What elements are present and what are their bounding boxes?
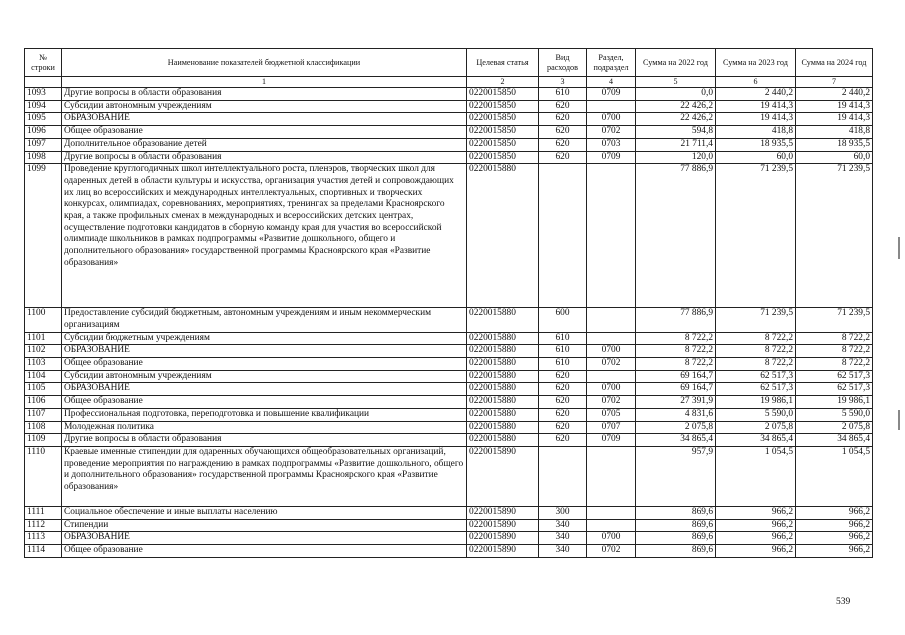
- row-sum-2022: 957,9: [636, 446, 716, 506]
- row-sum-2024: 966,2: [796, 506, 873, 519]
- row-name: Общее образование: [62, 126, 467, 139]
- row-sum-2024: 19 414,3: [796, 113, 873, 126]
- row-target: 0220015850: [467, 151, 539, 164]
- scan-mark: [898, 410, 900, 430]
- row-number: 1101: [25, 332, 62, 345]
- row-sum-2023: 71 239,5: [716, 164, 796, 308]
- row-number: 1106: [25, 396, 62, 409]
- row-kind: 610: [539, 345, 587, 358]
- row-number: 1095: [25, 113, 62, 126]
- row-sum-2022: 21 711,4: [636, 138, 716, 151]
- table-row: [25, 308, 873, 332]
- row-name: Молодежная политика: [62, 421, 467, 434]
- row-target: 0220015880: [467, 164, 539, 308]
- row-kind: 620: [539, 126, 587, 139]
- row-section: 0709: [587, 151, 636, 164]
- row-sum-2023: 62 517,3: [716, 383, 796, 396]
- row-section: [587, 332, 636, 345]
- row-sum-2022: 22 426,2: [636, 100, 716, 113]
- row-target: 0220015850: [467, 100, 539, 113]
- row-name: Субсидии автономным учреждениям: [62, 370, 467, 383]
- row-sum-2023: 2 075,8: [716, 421, 796, 434]
- table-row: [25, 126, 873, 139]
- table-row: [25, 345, 873, 358]
- row-section: [587, 308, 636, 332]
- row-section: 0702: [587, 126, 636, 139]
- row-number: 1094: [25, 100, 62, 113]
- row-sum-2022: 69 164,7: [636, 383, 716, 396]
- row-sum-2024: 966,2: [796, 545, 873, 558]
- row-sum-2023: 1 054,5: [716, 446, 796, 506]
- row-sum-2024: 19 414,3: [796, 100, 873, 113]
- row-number: 1105: [25, 383, 62, 396]
- scan-mark: [898, 237, 900, 259]
- row-name: Субсидии автономным учреждениям: [62, 100, 467, 113]
- row-kind: 620: [539, 370, 587, 383]
- header-sum-2024: Сумма на 2024 год: [796, 49, 873, 77]
- row-sum-2022: 8 722,2: [636, 332, 716, 345]
- row-section: 0702: [587, 358, 636, 371]
- row-name: ОБРАЗОВАНИЕ: [62, 345, 467, 358]
- row-target: 0220015880: [467, 408, 539, 421]
- row-sum-2022: 869,6: [636, 506, 716, 519]
- column-number: 3: [539, 77, 587, 88]
- row-sum-2022: 69 164,7: [636, 370, 716, 383]
- row-name: ОБРАЗОВАНИЕ: [62, 383, 467, 396]
- row-sum-2022: 2 075,8: [636, 421, 716, 434]
- row-sum-2024: 5 590,0: [796, 408, 873, 421]
- row-section: 0700: [587, 383, 636, 396]
- row-name: Предоставление субсидий бюджетным, автономным учреждениям и иным некоммерческим организациям: [62, 308, 467, 332]
- table-row: [25, 358, 873, 371]
- row-sum-2022: 869,6: [636, 519, 716, 532]
- row-kind: 620: [539, 383, 587, 396]
- row-section: [587, 446, 636, 506]
- row-section: 0700: [587, 345, 636, 358]
- row-sum-2023: 966,2: [716, 545, 796, 558]
- row-sum-2024: 8 722,2: [796, 332, 873, 345]
- row-sum-2024: 418,8: [796, 126, 873, 139]
- row-number: 1100: [25, 308, 62, 332]
- row-sum-2022: 4 831,6: [636, 408, 716, 421]
- row-sum-2022: 34 865,4: [636, 434, 716, 447]
- table-row: [25, 446, 873, 506]
- table-row: [25, 396, 873, 409]
- row-kind: 340: [539, 545, 587, 558]
- row-sum-2024: 71 239,5: [796, 308, 873, 332]
- row-sum-2022: 0,0: [636, 88, 716, 101]
- row-number: 1104: [25, 370, 62, 383]
- row-sum-2023: 60,0: [716, 151, 796, 164]
- row-section: 0700: [587, 113, 636, 126]
- row-sum-2023: 62 517,3: [716, 370, 796, 383]
- table-row: [25, 519, 873, 532]
- row-number: 1107: [25, 408, 62, 421]
- row-number: 1109: [25, 434, 62, 447]
- row-section: 0700: [587, 532, 636, 545]
- row-target: 0220015880: [467, 332, 539, 345]
- row-sum-2023: 966,2: [716, 519, 796, 532]
- row-sum-2023: 34 865,4: [716, 434, 796, 447]
- table-row: [25, 408, 873, 421]
- row-section: [587, 506, 636, 519]
- row-sum-2024: 19 986,1: [796, 396, 873, 409]
- row-target: 0220015880: [467, 421, 539, 434]
- row-sum-2023: 2 440,2: [716, 88, 796, 101]
- row-kind: 620: [539, 434, 587, 447]
- row-sum-2024: 966,2: [796, 532, 873, 545]
- column-number-row: [25, 77, 873, 88]
- column-number: 4: [587, 77, 636, 88]
- row-sum-2023: 8 722,2: [716, 358, 796, 371]
- header-target: Целевая статья: [467, 49, 539, 77]
- row-target: 0220015890: [467, 545, 539, 558]
- table-row: [25, 421, 873, 434]
- row-sum-2024: 2 440,2: [796, 88, 873, 101]
- row-sum-2024: 60,0: [796, 151, 873, 164]
- row-sum-2023: 966,2: [716, 506, 796, 519]
- row-target: 0220015890: [467, 446, 539, 506]
- row-sum-2023: 18 935,5: [716, 138, 796, 151]
- row-section: [587, 370, 636, 383]
- table-row: [25, 138, 873, 151]
- row-sum-2024: 966,2: [796, 519, 873, 532]
- row-number: 1102: [25, 345, 62, 358]
- row-name: Другие вопросы в области образования: [62, 151, 467, 164]
- row-number: 1097: [25, 138, 62, 151]
- row-target: 0220015890: [467, 519, 539, 532]
- row-sum-2022: 8 722,2: [636, 345, 716, 358]
- table-row: [25, 506, 873, 519]
- row-kind: 620: [539, 408, 587, 421]
- row-kind: 610: [539, 358, 587, 371]
- row-sum-2024: 8 722,2: [796, 358, 873, 371]
- row-section: 0702: [587, 545, 636, 558]
- row-kind: [539, 446, 587, 506]
- row-sum-2022: 594,8: [636, 126, 716, 139]
- row-sum-2022: 27 391,9: [636, 396, 716, 409]
- table-row: [25, 164, 873, 308]
- row-name: Социальное обеспечение и иные выплаты населению: [62, 506, 467, 519]
- row-sum-2023: 8 722,2: [716, 332, 796, 345]
- row-target: 0220015880: [467, 345, 539, 358]
- row-number: 1111: [25, 506, 62, 519]
- row-target: 0220015850: [467, 88, 539, 101]
- row-name: Другие вопросы в области образования: [62, 88, 467, 101]
- row-sum-2024: 2 075,8: [796, 421, 873, 434]
- row-sum-2022: 22 426,2: [636, 113, 716, 126]
- row-section: [587, 164, 636, 308]
- row-sum-2024: 1 054,5: [796, 446, 873, 506]
- table-row: [25, 100, 873, 113]
- row-sum-2023: 19 414,3: [716, 100, 796, 113]
- row-name: Дополнительное образование детей: [62, 138, 467, 151]
- row-target: 0220015850: [467, 138, 539, 151]
- row-sum-2023: 19 414,3: [716, 113, 796, 126]
- row-section: 0705: [587, 408, 636, 421]
- row-kind: 610: [539, 332, 587, 345]
- row-target: 0220015890: [467, 506, 539, 519]
- row-kind: [539, 164, 587, 308]
- row-sum-2022: 77 886,9: [636, 164, 716, 308]
- column-number: 2: [467, 77, 539, 88]
- column-number: 6: [716, 77, 796, 88]
- row-target: 0220015850: [467, 126, 539, 139]
- row-name: Общее образование: [62, 358, 467, 371]
- row-sum-2024: 18 935,5: [796, 138, 873, 151]
- row-kind: 300: [539, 506, 587, 519]
- row-name: Субсидии бюджетным учреждениям: [62, 332, 467, 345]
- row-sum-2022: 77 886,9: [636, 308, 716, 332]
- row-kind: 620: [539, 421, 587, 434]
- row-number: 1103: [25, 358, 62, 371]
- row-target: 0220015890: [467, 532, 539, 545]
- row-section: [587, 519, 636, 532]
- row-number: 1098: [25, 151, 62, 164]
- row-sum-2023: 5 590,0: [716, 408, 796, 421]
- row-sum-2023: 966,2: [716, 532, 796, 545]
- table-row: [25, 113, 873, 126]
- row-section: 0707: [587, 421, 636, 434]
- row-section: 0709: [587, 88, 636, 101]
- column-number: [25, 77, 62, 88]
- row-name: Общее образование: [62, 396, 467, 409]
- row-sum-2024: 34 865,4: [796, 434, 873, 447]
- row-number: 1112: [25, 519, 62, 532]
- column-number: 5: [636, 77, 716, 88]
- header-sum-2023: Сумма на 2023 год: [716, 49, 796, 77]
- header-row: [25, 49, 873, 77]
- header-row-no: № строки: [25, 49, 62, 77]
- row-sum-2023: 71 239,5: [716, 308, 796, 332]
- table-row: [25, 370, 873, 383]
- row-target: 0220015880: [467, 396, 539, 409]
- header-sum-2022: Сумма на 2022 год: [636, 49, 716, 77]
- row-sum-2023: 8 722,2: [716, 345, 796, 358]
- row-target: 0220015880: [467, 434, 539, 447]
- row-sum-2022: 869,6: [636, 545, 716, 558]
- row-name: ОБРАЗОВАНИЕ: [62, 113, 467, 126]
- row-sum-2022: 8 722,2: [636, 358, 716, 371]
- row-kind: 620: [539, 151, 587, 164]
- row-section: 0702: [587, 396, 636, 409]
- row-name: Другие вопросы в области образования: [62, 434, 467, 447]
- column-number: 7: [796, 77, 873, 88]
- row-sum-2024: 71 239,5: [796, 164, 873, 308]
- row-name: Общее образование: [62, 545, 467, 558]
- row-sum-2024: 62 517,3: [796, 383, 873, 396]
- row-name: ОБРАЗОВАНИЕ: [62, 532, 467, 545]
- row-section: [587, 100, 636, 113]
- row-name: Краевые именные стипендии для одаренных обучающихся общеобразовательных организаций, проведение мероприятия по награждению в рамках подпрограммы «Развитие дошкольного, общего и дополнительного образования» государственной программы Красноярского края «Развитие образования»: [62, 446, 467, 506]
- table-row: [25, 383, 873, 396]
- row-kind: 340: [539, 532, 587, 545]
- row-sum-2023: 418,8: [716, 126, 796, 139]
- table-body: [25, 88, 873, 558]
- row-target: 0220015880: [467, 308, 539, 332]
- row-target: 0220015880: [467, 358, 539, 371]
- row-number: 1093: [25, 88, 62, 101]
- row-number: 1108: [25, 421, 62, 434]
- table-row: [25, 151, 873, 164]
- row-number: 1096: [25, 126, 62, 139]
- row-name: Профессиональная подготовка, переподготовка и повышение квалификации: [62, 408, 467, 421]
- row-target: 0220015850: [467, 113, 539, 126]
- row-kind: 620: [539, 100, 587, 113]
- row-target: 0220015880: [467, 370, 539, 383]
- budget-table: [24, 48, 873, 558]
- row-section: 0703: [587, 138, 636, 151]
- row-number: 1110: [25, 446, 62, 506]
- row-sum-2022: 869,6: [636, 532, 716, 545]
- row-kind: 340: [539, 519, 587, 532]
- header-name: Наименование показателей бюджетной классификации: [62, 49, 467, 77]
- page-number: 539: [836, 597, 851, 607]
- row-kind: 600: [539, 308, 587, 332]
- row-name: Стипендии: [62, 519, 467, 532]
- row-target: 0220015880: [467, 383, 539, 396]
- row-sum-2024: 8 722,2: [796, 345, 873, 358]
- row-sum-2023: 19 986,1: [716, 396, 796, 409]
- row-kind: 620: [539, 113, 587, 126]
- table-row: [25, 332, 873, 345]
- header-section: Раздел, подраздел: [587, 49, 636, 77]
- row-section: 0709: [587, 434, 636, 447]
- table-row: [25, 545, 873, 558]
- table-row: [25, 434, 873, 447]
- table-row: [25, 532, 873, 545]
- table-row: [25, 88, 873, 101]
- row-kind: 610: [539, 88, 587, 101]
- row-kind: 620: [539, 396, 587, 409]
- row-number: 1113: [25, 532, 62, 545]
- row-sum-2022: 120,0: [636, 151, 716, 164]
- row-number: 1099: [25, 164, 62, 308]
- row-kind: 620: [539, 138, 587, 151]
- row-sum-2024: 62 517,3: [796, 370, 873, 383]
- row-number: 1114: [25, 545, 62, 558]
- row-name: Проведение круглогодичных школ интеллектуального роста, пленэров, творческих школ для одаренных детей в области культуры и искусства, организация участия детей и сопровождающих их лиц во всероссийских и международных интеллектуальных, спортивных и творческих конкурсах, олимпиадах, соревнованиях, мероприятиях, тренингах за пределами Красноярского края, а также профильных сменах в международных и всероссийских детских центрах, осуществление подготовки кандидатов в сборную команду края для участия во всероссийской олимпиаде школьников в рамках подпрограммы «Развитие дошкольного, общего и дополнительного образования» государственной программы Красноярского края «Развитие образования»: [62, 164, 467, 308]
- header-kind: Вид расходов: [539, 49, 587, 77]
- column-number: 1: [62, 77, 467, 88]
